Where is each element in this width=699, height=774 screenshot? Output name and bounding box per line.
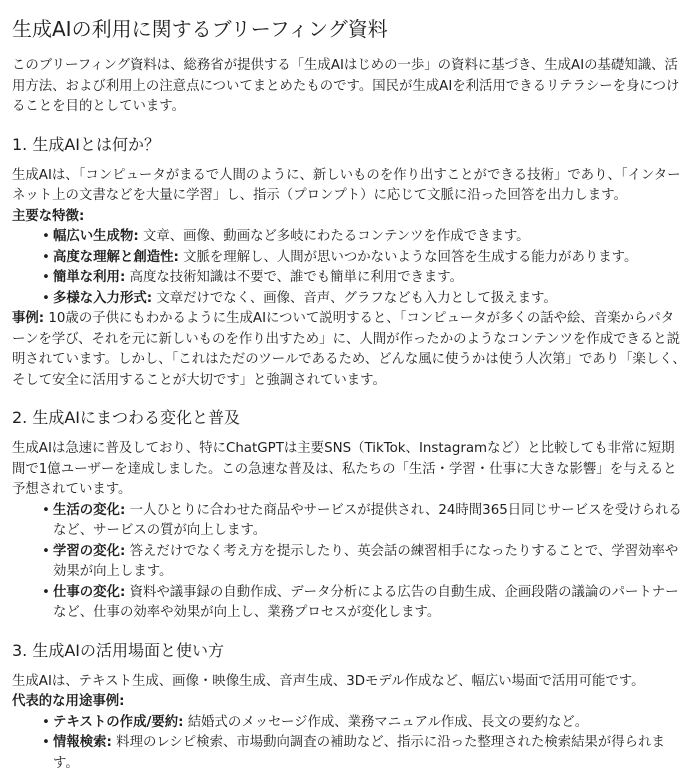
list-item xyxy=(42,268,687,289)
section-1 xyxy=(12,134,687,392)
example-label: 事例: xyxy=(12,311,44,326)
section-3 xyxy=(12,640,687,774)
list-item xyxy=(42,248,687,269)
item-label: 幅広い生成物: xyxy=(53,229,139,244)
list-item xyxy=(42,227,687,248)
uses-label: 代表的な用途事例: xyxy=(12,694,124,709)
section-2-heading: 2. 生成AIにまつわる変化と普及 xyxy=(12,407,687,429)
features-label: 主要な特徴: xyxy=(12,209,84,224)
item-label: 学習の変化: xyxy=(53,544,125,559)
section-3-heading: 3. 生成AIの活用場面と使い方 xyxy=(12,640,687,662)
item-label: 簡単な利用: xyxy=(53,270,125,285)
list-item xyxy=(42,713,687,734)
section-3-paragraph: 生成AIは、テキスト生成、画像・映像生成、音声生成、3Dモデル作成など、幅広い場面で活用可能です。 xyxy=(12,672,687,693)
item-label: 多様な入力形式: xyxy=(53,291,152,306)
item-label: 情報検索: xyxy=(53,735,112,750)
list-item xyxy=(42,542,687,583)
item-label: 生活の変化: xyxy=(53,503,125,518)
example-paragraph xyxy=(12,309,687,391)
section-1-paragraph: 生成AIは、「コンピュータがまるで人間のように、新しいものを作り出すことができる技術」であり、「インターネット上の文書などを大量に学習」し、指示（プロンプト）に応じて文脈に沿った回答を出力します。 xyxy=(12,166,687,207)
item-text: 文章だけでなく、画像、音声、グラフなども入力として扱えます。 xyxy=(152,291,557,306)
list-item xyxy=(42,289,687,310)
changes-list xyxy=(12,501,687,624)
item-label: 高度な理解と創造性: xyxy=(53,250,179,265)
item-text: 文章、画像、動画など多岐にわたるコンテンツを作成できます。 xyxy=(139,229,530,244)
item-text: 料理のレシピ検索、市場動向調査の補助など、指示に沿った整理された検索結果が得られます。 xyxy=(53,735,665,771)
item-label: テキストの作成/要約: xyxy=(53,715,184,730)
list-item xyxy=(42,501,687,542)
section-1-heading: 1. 生成AIとは何か？ xyxy=(12,134,687,156)
section-2-paragraph: 生成AIは急速に普及しており、特にChatGPTは主要SNS（TikTok、Instagramなど）と比較しても非常に短期間で1億ユーザーを達成しました。この急速な普及は、私たちの「生活・学習・仕事に大きな影響」を与えると予想されています。 xyxy=(12,439,687,501)
uses-list xyxy=(12,713,687,774)
item-text: 文脈を理解し、人間が思いつかないような回答を生成する能力があります。 xyxy=(179,250,637,265)
page-title: 生成AIの利用に関するブリーフィング資料 xyxy=(12,16,687,42)
item-text: 高度な技術知識は不要で、誰でも簡単に利用できます。 xyxy=(125,270,463,285)
section-2 xyxy=(12,407,687,624)
example-text: 10歳の子供にもわかるように生成AIについて説明すると、「コンピュータが多くの話や絵、音楽からパターンを学び、それを元に新しいものを作り出すため」に、人間が作ったかのようなコンテンツを作成できると説明されています。しかし、「これはただのツールであるため、どんな風に使うかは使う人次第」であり「楽しく、そして安全に活用することが大切です」と強調されています。 xyxy=(12,311,686,388)
item-text: 結婚式のメッセージ作成、業務マニュアル作成、長文の要約など。 xyxy=(184,715,589,730)
list-item xyxy=(42,583,687,624)
intro-paragraph: このブリーフィング資料は、総務省が提供する「生成AIはじめの一歩」の資料に基づき、生成AIの基礎知識、活用方法、および利用上の注意点についてまとめたものです。国民が生成AIを利活用できるリテラシーを身につけることを目的としています。 xyxy=(12,56,687,118)
item-text: 資料や議事録の自動作成、データ分析による広告の自動生成、企画段階の議論のパートナーなど、仕事の効率や効果が向上し、業務プロセスが変化します。 xyxy=(53,585,679,621)
list-item xyxy=(42,733,687,774)
item-label: 仕事の変化: xyxy=(53,585,125,600)
item-text: 一人ひとりに合わせた商品やサービスが提供され、24時間365日同じサービスを受けられるなど、サービスの質が向上します。 xyxy=(53,503,682,539)
features-list xyxy=(12,227,687,309)
item-text: 答えだけでなく考え方を提示したり、英会話の練習相手になったりすることで、学習効率や効果が向上します。 xyxy=(53,544,678,580)
